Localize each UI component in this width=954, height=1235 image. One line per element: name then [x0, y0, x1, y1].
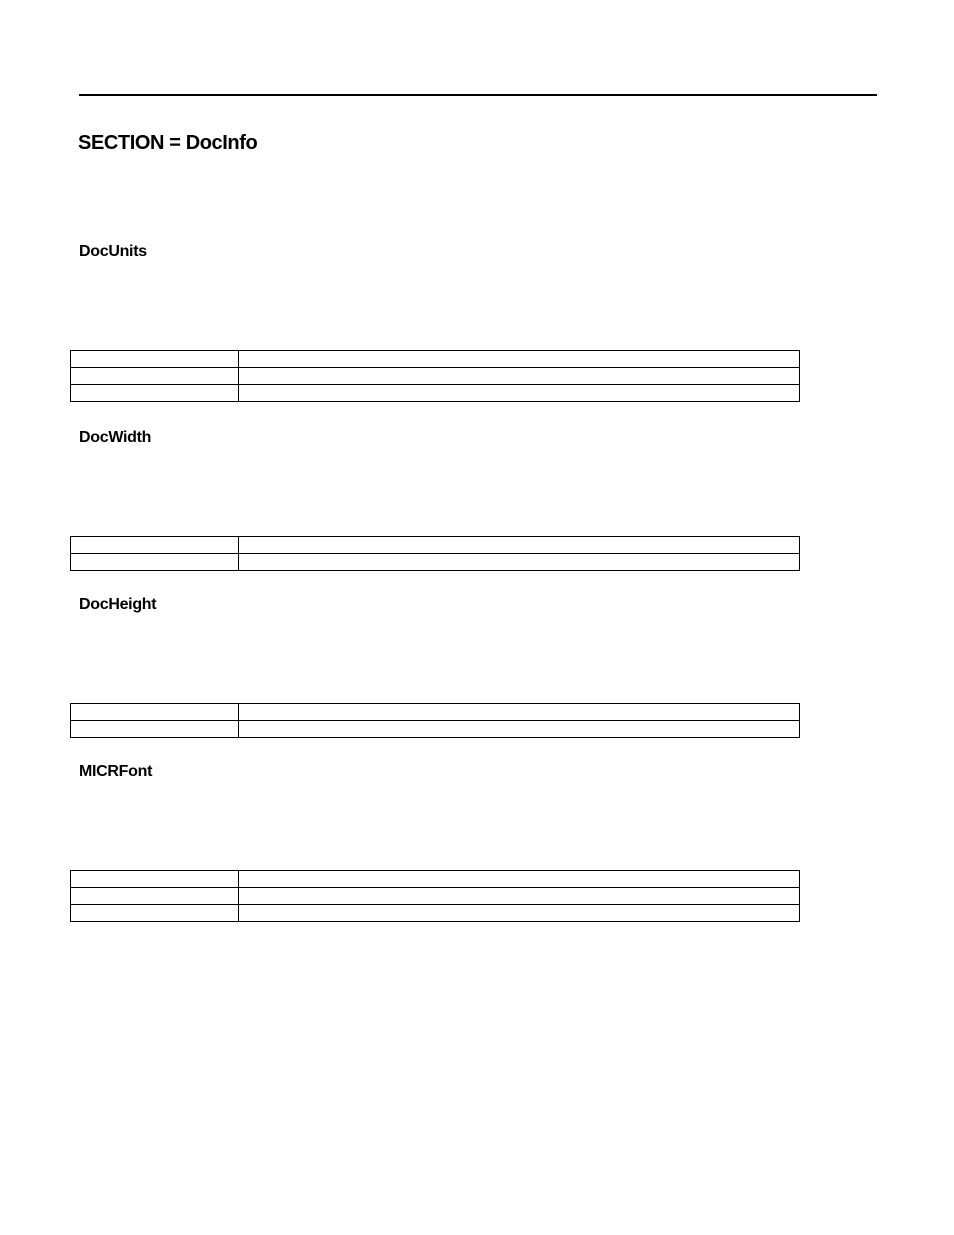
- section-title: SECTION = DocInfo: [78, 132, 258, 154]
- table-cell: [239, 554, 800, 571]
- table-row: [71, 351, 800, 368]
- table-cell: [71, 351, 239, 368]
- table-row: [71, 537, 800, 554]
- table-cell: [239, 368, 800, 385]
- table-cell: [71, 721, 239, 738]
- table-cell: [71, 385, 239, 402]
- table-cell: [71, 537, 239, 554]
- table-cell: [239, 905, 800, 922]
- header-rule: [79, 94, 877, 96]
- table-cell: [71, 871, 239, 888]
- table-cell: [239, 385, 800, 402]
- table-cell: [239, 871, 800, 888]
- param-table-docwidth: [70, 536, 800, 571]
- table-cell: [71, 888, 239, 905]
- param-heading-docunits: DocUnits: [79, 243, 147, 260]
- table-row: [71, 385, 800, 402]
- param-heading-docwidth: DocWidth: [79, 429, 152, 446]
- table-row: [71, 905, 800, 922]
- table-cell: [239, 704, 800, 721]
- param-table-docheight: [70, 703, 800, 738]
- table-row: [71, 704, 800, 721]
- table-row: [71, 554, 800, 571]
- param-heading-micrfont: MICRFont: [79, 763, 153, 780]
- table-cell: [239, 351, 800, 368]
- table-cell: [71, 704, 239, 721]
- table-row: [71, 888, 800, 905]
- table-cell: [239, 721, 800, 738]
- table-cell: [71, 905, 239, 922]
- table-cell: [71, 554, 239, 571]
- param-heading-docheight: DocHeight: [79, 596, 157, 613]
- table-row: [71, 871, 800, 888]
- table-row: [71, 721, 800, 738]
- param-table-docunits: [70, 350, 800, 402]
- table-cell: [239, 537, 800, 554]
- table-cell: [71, 368, 239, 385]
- param-table-micrfont: [70, 870, 800, 922]
- table-row: [71, 368, 800, 385]
- table-cell: [239, 888, 800, 905]
